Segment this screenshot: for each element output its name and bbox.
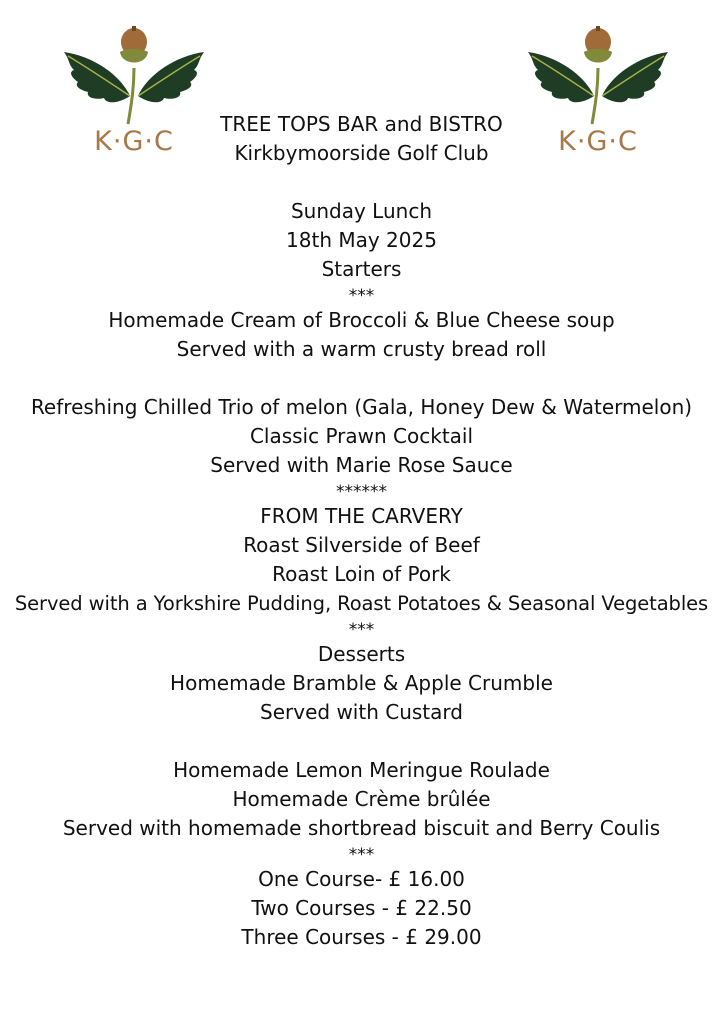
starter-item: Refreshing Chilled Trio of melon (Gala, Honey Dew & Watermelon) [30, 395, 693, 419]
separator: *** [348, 286, 375, 306]
venue-title: TREE TOPS BAR and BISTRO [220, 112, 503, 136]
separator: ****** [336, 482, 387, 502]
venue-subtitle: Kirkbymoorside Golf Club [234, 141, 489, 165]
kgc-logo-text: K·G·C [558, 126, 638, 157]
spacer [0, 727, 723, 756]
desserts-heading: Desserts [317, 642, 406, 666]
spacer [0, 168, 723, 197]
carvery-heading: FROM THE CARVERY [260, 504, 463, 528]
starter-item: Classic Prawn Cocktail [249, 424, 474, 448]
starter-item: Homemade Cream of Broccoli & Blue Cheese soup [108, 308, 615, 332]
menu-date: 18th May 2025 [286, 228, 437, 252]
separator: *** [348, 845, 375, 865]
spacer [0, 364, 723, 393]
price-one-course: One Course- £ 16.00 [258, 867, 465, 891]
dessert-note: Served with Custard [260, 700, 463, 724]
separator: *** [348, 620, 375, 640]
menu-document [0, 110, 723, 952]
carvery-item: Roast Silverside of Beef [243, 533, 480, 557]
carvery-note: Served with a Yorkshire Pudding, Roast Potatoes & Seasonal Vegetables [14, 592, 709, 615]
carvery-item: Roast Loin of Pork [272, 562, 451, 586]
kgc-logo-text: K·G·C [94, 126, 174, 157]
price-three-courses: Three Courses - £ 29.00 [241, 925, 482, 949]
starters-heading: Starters [321, 257, 402, 281]
starter-note: Served with Marie Rose Sauce [210, 453, 513, 477]
dessert-item: Homemade Crème brûlée [232, 787, 491, 811]
dessert-item: Homemade Lemon Meringue Roulade [173, 758, 550, 782]
menu-name: Sunday Lunch [290, 199, 432, 223]
dessert-item: Homemade Bramble & Apple Crumble [170, 671, 553, 695]
price-two-courses: Two Courses - £ 22.50 [251, 896, 472, 920]
starter-note: Served with a warm crusty bread roll [176, 337, 547, 361]
dessert-note: Served with homemade shortbread biscuit and Berry Coulis [62, 816, 661, 840]
